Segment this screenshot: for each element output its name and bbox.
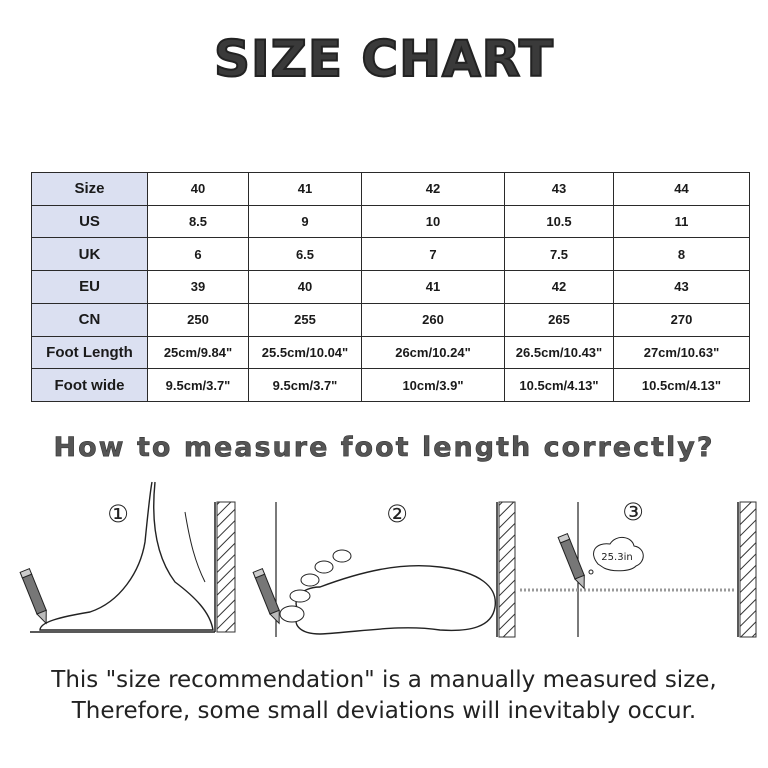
table-cell: 9 bbox=[249, 205, 362, 238]
table-cell: 43 bbox=[614, 271, 750, 304]
table-cell: 25cm/9.84" bbox=[148, 336, 249, 369]
table-cell: 9.5cm/3.7" bbox=[249, 369, 362, 402]
table-cell: 8 bbox=[614, 238, 750, 271]
measure-bubble-text: 25.3in bbox=[601, 552, 633, 563]
size-row-us bbox=[32, 205, 750, 238]
pencil-icon bbox=[253, 569, 284, 626]
step-3-number: ③ bbox=[622, 498, 644, 526]
table-cell: 27cm/10.63" bbox=[614, 336, 750, 369]
row-label: EU bbox=[32, 271, 148, 304]
table-cell: 40 bbox=[148, 173, 249, 206]
table-cell: 42 bbox=[362, 173, 505, 206]
table-cell: 41 bbox=[249, 173, 362, 206]
measure-heading: How to measure foot length correctly? bbox=[53, 432, 715, 463]
table-cell: 25.5cm/10.04" bbox=[249, 336, 362, 369]
step-3-panel bbox=[520, 498, 756, 637]
step-1-panel bbox=[20, 482, 235, 632]
table-cell: 9.5cm/3.7" bbox=[148, 369, 249, 402]
disclaimer-line-1: This "size recommendation" is a manually measured size, bbox=[51, 667, 717, 693]
row-label: UK bbox=[32, 238, 148, 271]
table-cell: 250 bbox=[148, 303, 249, 336]
table-cell: 10 bbox=[362, 205, 505, 238]
table-cell: 6.5 bbox=[249, 238, 362, 271]
row-label: US bbox=[32, 205, 148, 238]
table-cell: 10cm/3.9" bbox=[362, 369, 505, 402]
table-cell: 42 bbox=[505, 271, 614, 304]
row-label: Foot Length bbox=[32, 336, 148, 369]
table-cell: 10.5cm/4.13" bbox=[505, 369, 614, 402]
table-cell: 39 bbox=[148, 271, 249, 304]
step-1-number: ① bbox=[107, 500, 129, 528]
table-cell: 7.5 bbox=[505, 238, 614, 271]
page-title: SIZE CHART bbox=[213, 30, 555, 88]
pencil-icon bbox=[558, 534, 589, 591]
size-row-uk bbox=[32, 238, 750, 271]
table-cell: 10.5cm/4.13" bbox=[614, 369, 750, 402]
size-row-eu bbox=[32, 271, 750, 304]
step-2-panel bbox=[253, 500, 515, 637]
size-row-foot-wide bbox=[32, 369, 750, 402]
table-cell: 8.5 bbox=[148, 205, 249, 238]
table-cell: 270 bbox=[614, 303, 750, 336]
size-row-cn bbox=[32, 303, 750, 336]
table-cell: 40 bbox=[249, 271, 362, 304]
disclaimer-note bbox=[0, 665, 768, 727]
measure-illustration bbox=[0, 472, 768, 652]
table-cell: 44 bbox=[614, 173, 750, 206]
table-cell: 11 bbox=[614, 205, 750, 238]
table-cell: 41 bbox=[362, 271, 505, 304]
row-label: Size bbox=[32, 173, 148, 206]
table-cell: 7 bbox=[362, 238, 505, 271]
table-cell: 43 bbox=[505, 173, 614, 206]
row-label: CN bbox=[32, 303, 148, 336]
foot-sole-icon bbox=[296, 566, 495, 634]
table-cell: 265 bbox=[505, 303, 614, 336]
table-cell: 6 bbox=[148, 238, 249, 271]
row-label: Foot wide bbox=[32, 369, 148, 402]
table-cell: 260 bbox=[362, 303, 505, 336]
disclaimer-line-2: Therefore, some small deviations will inevitably occur. bbox=[71, 698, 697, 724]
size-row-foot-length bbox=[32, 336, 750, 369]
table-cell: 10.5 bbox=[505, 205, 614, 238]
table-cell: 26.5cm/10.43" bbox=[505, 336, 614, 369]
size-chart-table bbox=[31, 172, 750, 402]
table-cell: 26cm/10.24" bbox=[362, 336, 505, 369]
table-cell: 255 bbox=[249, 303, 362, 336]
pencil-icon bbox=[20, 569, 51, 626]
size-row-size bbox=[32, 173, 750, 206]
step-2-number: ② bbox=[386, 500, 408, 528]
